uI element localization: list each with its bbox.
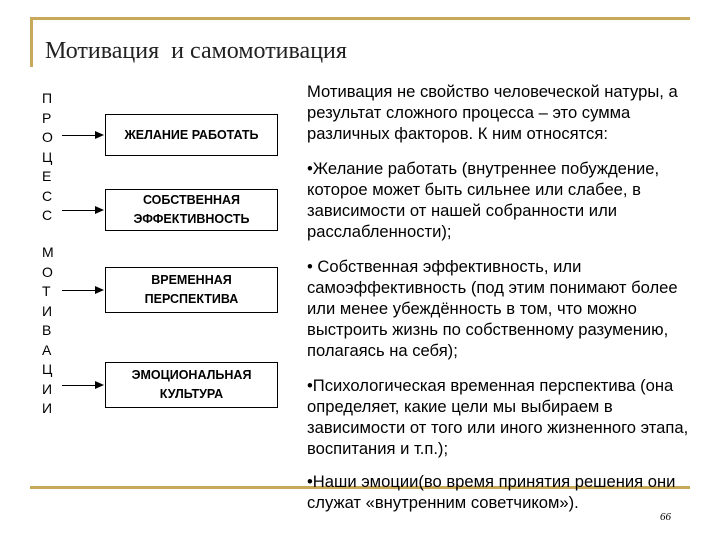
arrow-right-icon: [62, 385, 102, 386]
letter: Т: [42, 283, 51, 299]
letter: С: [42, 187, 53, 204]
motivation-vertical-label: [42, 243, 60, 419]
letter: А: [42, 341, 52, 358]
factor-box-emotional-culture: ЭМОЦИОНАЛЬНАЯ КУЛЬТУРА: [105, 362, 278, 408]
left-divider: [30, 17, 33, 67]
letter: Ц: [42, 148, 53, 165]
bullet-efficacy: • Собственная эффективность, или самоэффективность (под этим понимают более или менее убеждённость в том, что можно выстроить жизнь по собственному разумению, полагаясь на себя);: [307, 257, 678, 360]
factor-box-time-perspective: ВРЕМЕННАЯ ПЕРСПЕКТИВА: [105, 267, 278, 313]
letter: В: [42, 322, 52, 338]
arrow-right-icon: [62, 210, 102, 211]
letter: П: [42, 90, 53, 106]
letter: О: [42, 263, 53, 280]
arrow-right-icon: [62, 135, 102, 136]
letter: М: [42, 244, 54, 260]
bullet-emotions: •Наши эмоции(во время принятия решения они служат «внутренним советчиком»).: [307, 472, 676, 512]
bullet-time-perspective: •Психологическая временная перспектива (она определяет, какие цели мы выбираем в зависимости от того или иного жизненного этапа, воспитания и т.п.);: [307, 376, 689, 458]
letter: И: [42, 302, 53, 319]
bullet-desire: •Желание работать (внутреннее побуждение, которое может быть сильнее или слабее, в зависимости от нашей собранности или расслабленности);: [307, 159, 660, 241]
letter: Р: [42, 109, 52, 126]
factor-box-efficacy: СОБСТВЕННАЯ ЭФФЕКТИВНОСТЬ: [105, 189, 278, 231]
letter: О: [42, 129, 53, 145]
letter: Ц: [42, 361, 53, 377]
intro-paragraph: Мотивация не свойство человеческой натуры, а результат сложного процесса – это сумма различных факторов. К ним относятся:: [307, 82, 678, 143]
factor-box-desire: ЖЕЛАНИЕ РАБОТАТЬ: [105, 114, 278, 156]
slide-title: Мотивация и самомотивация: [45, 38, 347, 64]
letter: Е: [42, 168, 52, 184]
process-vertical-label: [42, 89, 60, 226]
page-number: 66: [660, 511, 671, 523]
top-divider: [30, 17, 690, 20]
arrow-right-icon: [62, 290, 102, 291]
letter: И: [42, 380, 53, 397]
letter: И: [42, 400, 53, 416]
letter: С: [42, 207, 53, 223]
